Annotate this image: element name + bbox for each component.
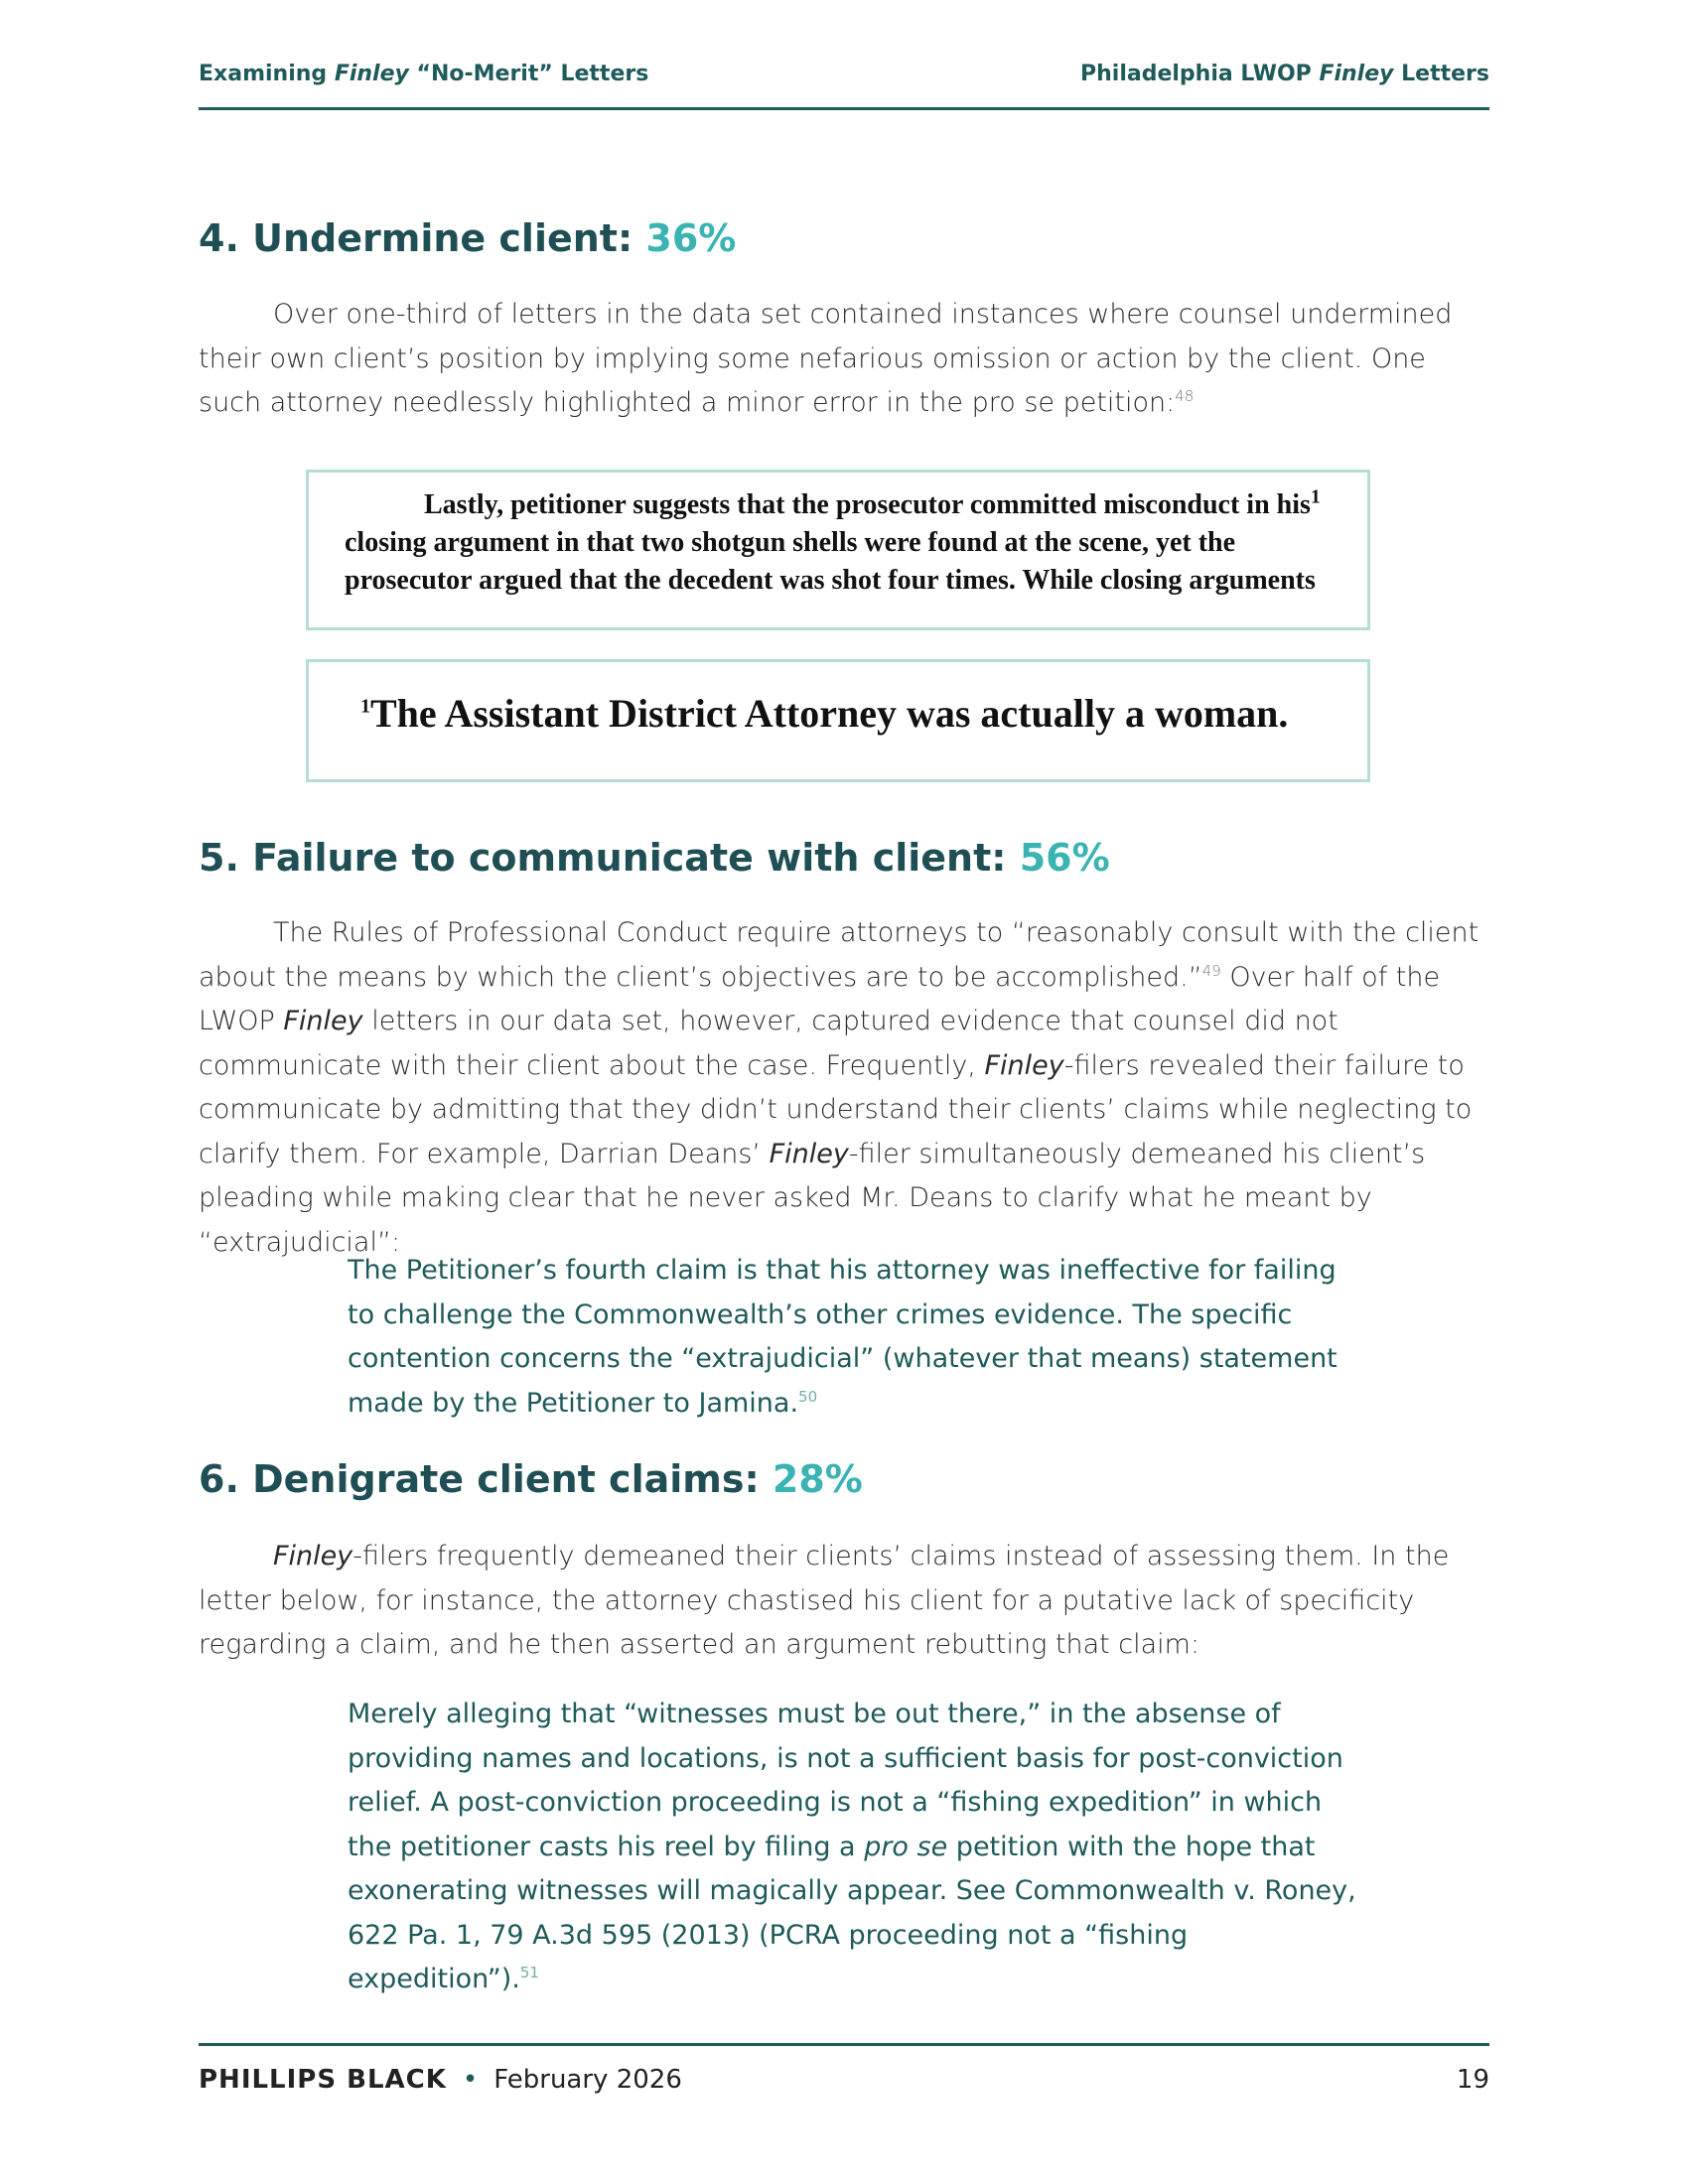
header-rule: [199, 107, 1489, 110]
letter-footnote-image: $^1$The Assistant District Attorney was actually a woman.: [306, 659, 1370, 782]
letter-excerpt-image: Lastly, petitioner suggests that the prosecutor committed misconduct in his$^1$ closing argument in that two shotgun shells were found at the scene, yet the prosecutor argued that the decedent was shot four times. While closing arguments: [306, 470, 1370, 630]
section-5-heading: 5. Failure to communicate with client: 56%: [199, 836, 1110, 880]
section-5-block-quote: The Petitioner’s fourth claim is that his attorney was ineffective for failing to challenge the Commonwealth’s other crimes evidence. The specific contention concerns the “extrajudicial” (whatever that means) statement made by the Petitioner to Jamina.$^{50}$: [348, 1255, 1337, 1419]
section-6-block-quote: Merely alleging that “witnesses must be out there,” in the absense of providing names and locations, is not a sufficient basis for post-conviction relief. A post-conviction proceeding is not a “fishing expedition” in which the petitioner casts his reel by filing a pro se petition with the hope that exonerating witnesses will magically appear. See Commonwealth v. Roney, 622 Pa. 1, 79 A.3d 595 (2013) (PCRA proceeding not a “fishing expedition”).$^{51}$: [348, 1699, 1356, 1994]
section-6-paragraph: Finley-filers frequently demeaned their clients’ claims instead of assessing them. In the letter below, for instance, the attorney chastised his client for a putative lack of specificity regarding a claim, and he then asserted an argument rebutting that claim:: [199, 1541, 1450, 1660]
footer-rule: [199, 2043, 1489, 2046]
header-right: Philadelphia LWOP Finley Letters: [1080, 62, 1489, 86]
footer-left: PHILLIPS BLACK • February 2026: [199, 2065, 682, 2095]
page-footer: [199, 2065, 1489, 2095]
section-5-paragraph: The Rules of Professional Conduct require attorneys to “reasonably consult with the client about the means by which the client’s objectives are to be accomplished.”$^{49}$ Over half of the LWOP Finley letters in our data set, however, captured evidence that counsel did not communicate with their client about the case. Frequently, Finley-filers revealed their failure to communicate by admitting that they didn’t understand their clients’ claims while neglecting to clarify them. For example, Darrian Deans’ Finley-filer simultaneously demeaned his client’s pleading while making clear that he never asked Mr. Deans to clarify what he meant by “extrajudicial”:: [199, 917, 1479, 1258]
section-6-heading: 6. Denigrate client claims: 28%: [199, 1457, 863, 1501]
section-4-paragraph: Over one-third of letters in the data set contained instances where counsel undermined their own client’s position by implying some nefarious omission or action by the client. One such attorney needlessly highlighted a minor error in the pro se petition:$^{48}$: [199, 299, 1453, 418]
page-number: 19: [1456, 2065, 1489, 2095]
running-header: [199, 62, 1489, 86]
section-4-heading: 4. Undermine client: 36%: [199, 216, 737, 260]
header-left: Examining Finley “No-Merit” Letters: [199, 62, 649, 86]
